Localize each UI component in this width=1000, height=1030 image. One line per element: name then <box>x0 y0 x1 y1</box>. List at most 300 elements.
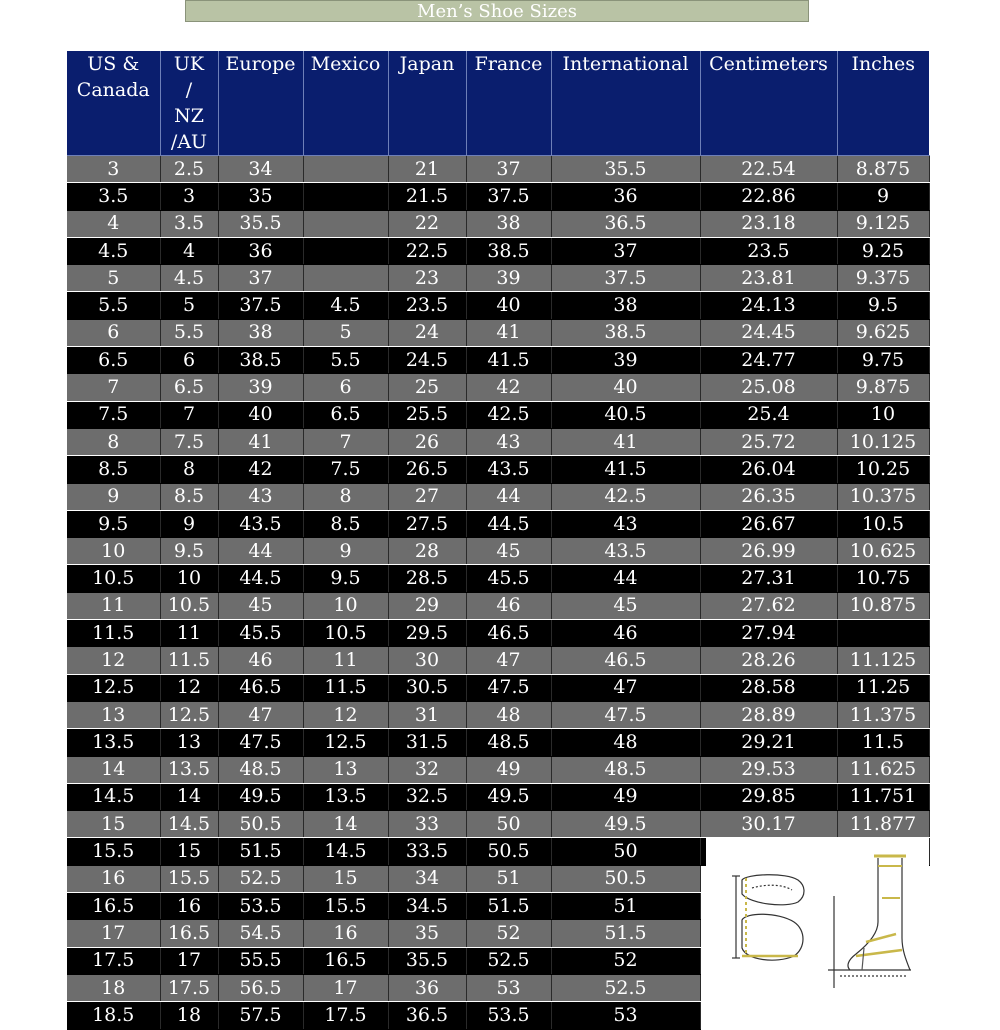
table-row <box>67 620 929 647</box>
table-cell: 11 <box>160 620 218 647</box>
table-cell: 24.45 <box>700 319 837 346</box>
table-cell: 16 <box>67 865 160 892</box>
table-cell: 16 <box>160 893 218 920</box>
table-cell: 11.625 <box>837 756 929 783</box>
table-cell: 56.5 <box>218 974 303 1001</box>
table-cell: 14.5 <box>303 838 388 865</box>
table-cell: 41.5 <box>551 456 700 483</box>
table-cell: 13 <box>160 729 218 756</box>
table-cell: 22.5 <box>388 237 466 264</box>
table-cell: 38.5 <box>551 319 700 346</box>
table-row <box>67 347 929 374</box>
table-cell: 9.75 <box>837 347 929 374</box>
table-cell: 48 <box>551 729 700 756</box>
column-header-inches: Inches <box>837 51 929 156</box>
table-cell: 22.54 <box>700 156 837 183</box>
table-row <box>67 428 929 455</box>
table-cell: 11.25 <box>837 674 929 701</box>
table-cell: 17 <box>160 947 218 974</box>
table-cell: 3.5 <box>160 210 218 237</box>
table-cell: 3 <box>67 156 160 183</box>
table-row <box>67 456 929 483</box>
table-cell: 29.5 <box>388 620 466 647</box>
table-cell: 31 <box>388 701 466 728</box>
table-cell: 15.5 <box>303 893 388 920</box>
table-cell: 14.5 <box>160 811 218 838</box>
table-cell: 5 <box>160 292 218 319</box>
table-cell: 45 <box>551 592 700 619</box>
table-cell: 51.5 <box>218 838 303 865</box>
table-cell: 5.5 <box>160 319 218 346</box>
table-cell: 14 <box>303 811 388 838</box>
table-cell: 8 <box>67 428 160 455</box>
table-cell: 10.5 <box>67 565 160 592</box>
table-cell: 30.5 <box>388 674 466 701</box>
table-cell: 39 <box>466 265 551 292</box>
table-cell: 36.5 <box>551 210 700 237</box>
table-cell: 9.5 <box>67 510 160 537</box>
table-cell: 36.5 <box>388 1002 466 1029</box>
table-cell: 11 <box>67 592 160 619</box>
table-cell: 6.5 <box>160 374 218 401</box>
table-cell: 28.5 <box>388 565 466 592</box>
table-cell: 49 <box>466 756 551 783</box>
table-cell: 44.5 <box>466 510 551 537</box>
table-cell: 47 <box>218 701 303 728</box>
table-cell: 35.5 <box>551 156 700 183</box>
table-row <box>67 319 929 346</box>
table-cell: 11.125 <box>837 647 929 674</box>
table-cell: 8 <box>160 456 218 483</box>
table-cell: 53.5 <box>218 893 303 920</box>
table-row <box>67 210 929 237</box>
table-cell: 14.5 <box>67 783 160 810</box>
table-cell: 28.58 <box>700 674 837 701</box>
table-cell: 13.5 <box>160 756 218 783</box>
table-cell: 14 <box>160 783 218 810</box>
table-cell: 7 <box>303 428 388 455</box>
table-row <box>67 237 929 264</box>
table-cell: 52 <box>551 947 700 974</box>
table-cell: 7.5 <box>303 456 388 483</box>
table-cell: 45.5 <box>218 620 303 647</box>
table-cell: 23.18 <box>700 210 837 237</box>
table-cell: 43.5 <box>551 538 700 565</box>
table-cell: 15 <box>303 865 388 892</box>
table-cell: 47.5 <box>466 674 551 701</box>
table-cell: 5.5 <box>303 347 388 374</box>
table-cell: 4 <box>160 237 218 264</box>
table-cell: 10.75 <box>837 565 929 592</box>
table-cell: 26.35 <box>700 483 837 510</box>
table-cell: 47 <box>466 647 551 674</box>
table-row <box>67 374 929 401</box>
table-cell: 5 <box>67 265 160 292</box>
table-cell: 4.5 <box>303 292 388 319</box>
table-cell: 16.5 <box>67 893 160 920</box>
chart-title: Men’s Shoe Sizes <box>185 0 809 22</box>
table-cell: 40 <box>466 292 551 319</box>
table-cell: 3 <box>160 183 218 210</box>
table-cell: 14 <box>67 756 160 783</box>
table-cell: 13.5 <box>303 783 388 810</box>
table-cell: 50.5 <box>551 865 700 892</box>
table-cell: 13.5 <box>67 729 160 756</box>
table-cell: 33 <box>388 811 466 838</box>
table-cell: 17.5 <box>67 947 160 974</box>
table-cell: 18 <box>67 974 160 1001</box>
table-cell: 12.5 <box>160 701 218 728</box>
table-cell: 45.5 <box>466 565 551 592</box>
table-cell: 12 <box>67 647 160 674</box>
table-cell: 30 <box>388 647 466 674</box>
table-cell: 21 <box>388 156 466 183</box>
table-cell: 10.5 <box>303 620 388 647</box>
table-cell: 17.5 <box>303 1002 388 1029</box>
table-cell <box>303 237 388 264</box>
table-cell: 25 <box>388 374 466 401</box>
column-header-centimeters: Centimeters <box>700 51 837 156</box>
table-cell: 42.5 <box>551 483 700 510</box>
table-row <box>67 510 929 537</box>
table-cell: 53.5 <box>466 1002 551 1029</box>
table-cell: 23.81 <box>700 265 837 292</box>
table-cell: 46 <box>551 620 700 647</box>
table-cell: 10 <box>67 538 160 565</box>
table-cell: 12.5 <box>67 674 160 701</box>
table-cell: 41.5 <box>466 347 551 374</box>
table-cell: 40 <box>551 374 700 401</box>
table-cell: 9.5 <box>160 538 218 565</box>
table-cell: 25.4 <box>700 401 837 428</box>
table-cell: 38 <box>551 292 700 319</box>
table-cell: 51.5 <box>466 893 551 920</box>
table-cell: 43.5 <box>218 510 303 537</box>
table-cell <box>303 210 388 237</box>
table-cell: 41 <box>466 319 551 346</box>
table-cell: 11.5 <box>67 620 160 647</box>
table-cell: 27 <box>388 483 466 510</box>
table-cell: 11 <box>303 647 388 674</box>
table-cell: 37.5 <box>551 265 700 292</box>
table-cell: 10.625 <box>837 538 929 565</box>
table-cell: 24.13 <box>700 292 837 319</box>
column-header-europe: Europe <box>218 51 303 156</box>
table-cell: 47 <box>551 674 700 701</box>
table-cell: 43.5 <box>466 456 551 483</box>
table-cell: 33.5 <box>388 838 466 865</box>
table-cell <box>837 620 929 647</box>
table-cell: 15.5 <box>67 838 160 865</box>
table-row <box>67 401 929 428</box>
table-cell <box>303 183 388 210</box>
table-cell: 47.5 <box>551 701 700 728</box>
table-cell: 15 <box>160 838 218 865</box>
table-cell: 34 <box>218 156 303 183</box>
foot-measurement-illustration <box>706 838 929 1000</box>
table-cell: 10 <box>160 565 218 592</box>
table-cell: 9.5 <box>837 292 929 319</box>
table-cell: 26.5 <box>388 456 466 483</box>
table-cell: 24.77 <box>700 347 837 374</box>
table-cell: 21.5 <box>388 183 466 210</box>
table-cell: 28.89 <box>700 701 837 728</box>
table-cell: 37 <box>551 237 700 264</box>
column-header-us-canada: US & Canada <box>67 51 160 156</box>
table-cell: 6.5 <box>67 347 160 374</box>
table-row <box>67 592 929 619</box>
table-cell: 29.53 <box>700 756 837 783</box>
table-cell: 51 <box>466 865 551 892</box>
table-cell: 6.5 <box>303 401 388 428</box>
table-cell: 16 <box>303 920 388 947</box>
table-cell: 36 <box>218 237 303 264</box>
table-cell: 46.5 <box>218 674 303 701</box>
table-cell: 10.25 <box>837 456 929 483</box>
table-cell: 38.5 <box>466 237 551 264</box>
table-cell: 28 <box>388 538 466 565</box>
table-cell: 16.5 <box>160 920 218 947</box>
table-cell: 25.08 <box>700 374 837 401</box>
table-cell: 42.5 <box>466 401 551 428</box>
table-cell: 9.125 <box>837 210 929 237</box>
table-cell: 37 <box>466 156 551 183</box>
table-cell: 48 <box>466 701 551 728</box>
table-cell: 27.31 <box>700 565 837 592</box>
table-cell: 53 <box>466 974 551 1001</box>
table-cell: 48.5 <box>551 756 700 783</box>
table-cell: 46.5 <box>466 620 551 647</box>
table-cell: 23.5 <box>388 292 466 319</box>
table-cell: 49 <box>551 783 700 810</box>
table-cell: 53 <box>551 1002 700 1029</box>
table-cell: 49.5 <box>466 783 551 810</box>
table-cell: 52 <box>466 920 551 947</box>
table-cell: 10.5 <box>160 592 218 619</box>
table-cell: 24.5 <box>388 347 466 374</box>
table-cell: 7.5 <box>67 401 160 428</box>
table-cell: 27.94 <box>700 620 837 647</box>
table-cell: 9.625 <box>837 319 929 346</box>
table-cell: 8.5 <box>67 456 160 483</box>
table-cell: 22.86 <box>700 183 837 210</box>
table-cell: 7 <box>67 374 160 401</box>
table-row <box>67 1002 929 1029</box>
table-cell: 26.99 <box>700 538 837 565</box>
table-cell: 31.5 <box>388 729 466 756</box>
column-header-japan: Japan <box>388 51 466 156</box>
table-cell: 44 <box>466 483 551 510</box>
table-cell: 29.85 <box>700 783 837 810</box>
table-cell: 4 <box>67 210 160 237</box>
table-cell: 5.5 <box>67 292 160 319</box>
table-cell: 43 <box>218 483 303 510</box>
table-cell: 9.875 <box>837 374 929 401</box>
table-cell: 15.5 <box>160 865 218 892</box>
table-cell: 44 <box>551 565 700 592</box>
table-cell: 57.5 <box>218 1002 303 1029</box>
table-row <box>67 729 929 756</box>
table-cell: 10.875 <box>837 592 929 619</box>
table-cell: 38 <box>218 319 303 346</box>
table-cell: 4.5 <box>160 265 218 292</box>
table-cell: 11.877 <box>837 811 929 838</box>
column-header-mexico: Mexico <box>303 51 388 156</box>
table-row <box>67 647 929 674</box>
table-cell: 43 <box>466 428 551 455</box>
table-cell: 32 <box>388 756 466 783</box>
table-cell: 10.125 <box>837 428 929 455</box>
table-cell: 41 <box>551 428 700 455</box>
table-cell: 51 <box>551 893 700 920</box>
column-header-uk-nz-au: UK / NZ /AU <box>160 51 218 156</box>
table-cell: 12 <box>160 674 218 701</box>
table-cell: 7.5 <box>160 428 218 455</box>
table-cell: 55.5 <box>218 947 303 974</box>
table-row <box>67 565 929 592</box>
table-cell: 8.5 <box>303 510 388 537</box>
table-cell: 46 <box>218 647 303 674</box>
table-row <box>67 156 929 183</box>
table-cell: 50.5 <box>218 811 303 838</box>
table-row <box>67 483 929 510</box>
table-cell: 46.5 <box>551 647 700 674</box>
table-row <box>67 538 929 565</box>
table-row <box>67 265 929 292</box>
table-cell: 46 <box>466 592 551 619</box>
table-cell: 25.72 <box>700 428 837 455</box>
table-cell: 26.67 <box>700 510 837 537</box>
table-cell: 32.5 <box>388 783 466 810</box>
table-row <box>67 701 929 728</box>
table-cell: 9 <box>837 183 929 210</box>
table-cell: 16.5 <box>303 947 388 974</box>
table-cell: 39 <box>218 374 303 401</box>
table-cell: 50 <box>551 838 700 865</box>
table-cell: 34 <box>388 865 466 892</box>
table-cell: 6 <box>160 347 218 374</box>
table-cell: 10.5 <box>837 510 929 537</box>
table-cell: 7 <box>160 401 218 428</box>
table-cell: 29 <box>388 592 466 619</box>
table-cell: 35 <box>388 920 466 947</box>
table-cell: 8.5 <box>160 483 218 510</box>
table-cell: 12 <box>303 701 388 728</box>
table-cell: 52.5 <box>466 947 551 974</box>
table-cell: 12.5 <box>303 729 388 756</box>
table-cell: 43 <box>551 510 700 537</box>
table-cell: 13 <box>67 701 160 728</box>
table-cell: 40.5 <box>551 401 700 428</box>
table-cell: 4.5 <box>67 237 160 264</box>
table-cell: 8 <box>303 483 388 510</box>
table-cell <box>303 265 388 292</box>
table-cell: 17 <box>303 974 388 1001</box>
table-cell: 22 <box>388 210 466 237</box>
table-cell: 51.5 <box>551 920 700 947</box>
table-cell: 41 <box>218 428 303 455</box>
illustration-area <box>700 1002 929 1029</box>
table-cell: 34.5 <box>388 893 466 920</box>
table-cell: 18 <box>160 1002 218 1029</box>
table-cell: 29.21 <box>700 729 837 756</box>
table-cell: 49.5 <box>551 811 700 838</box>
table-cell: 37.5 <box>218 292 303 319</box>
table-cell: 35.5 <box>388 947 466 974</box>
table-row <box>67 811 929 838</box>
header-row <box>67 51 929 156</box>
table-cell: 25.5 <box>388 401 466 428</box>
table-cell: 23.5 <box>700 237 837 264</box>
table-cell: 9 <box>160 510 218 537</box>
table-cell: 17 <box>67 920 160 947</box>
table-cell: 30.17 <box>700 811 837 838</box>
table-cell: 36 <box>388 974 466 1001</box>
table-cell: 18.5 <box>67 1002 160 1029</box>
table-cell: 50 <box>466 811 551 838</box>
table-cell: 38.5 <box>218 347 303 374</box>
table-cell: 13 <box>303 756 388 783</box>
table-cell: 37 <box>218 265 303 292</box>
table-row <box>67 756 929 783</box>
table-cell: 49.5 <box>218 783 303 810</box>
table-cell: 28.26 <box>700 647 837 674</box>
table-cell: 44 <box>218 538 303 565</box>
table-cell: 27.62 <box>700 592 837 619</box>
table-cell: 5 <box>303 319 388 346</box>
table-cell: 54.5 <box>218 920 303 947</box>
table-cell: 39 <box>551 347 700 374</box>
table-cell: 8.875 <box>837 156 929 183</box>
table-cell: 10.375 <box>837 483 929 510</box>
table-cell: 52.5 <box>218 865 303 892</box>
table-cell: 35 <box>218 183 303 210</box>
table-cell: 47.5 <box>218 729 303 756</box>
table-cell: 44.5 <box>218 565 303 592</box>
table-cell: 11.751 <box>837 783 929 810</box>
column-header-international: International <box>551 51 700 156</box>
table-cell: 48.5 <box>218 756 303 783</box>
table-cell: 11.375 <box>837 701 929 728</box>
table-cell: 36 <box>551 183 700 210</box>
table-cell: 15 <box>67 811 160 838</box>
foot-measurement-diagram-icon <box>706 838 929 1000</box>
table-cell: 10 <box>837 401 929 428</box>
column-header-france: France <box>466 51 551 156</box>
table-cell: 6 <box>67 319 160 346</box>
table-cell: 40 <box>218 401 303 428</box>
table-cell: 9.25 <box>837 237 929 264</box>
table-cell: 24 <box>388 319 466 346</box>
table-cell: 37.5 <box>466 183 551 210</box>
table-cell: 3.5 <box>67 183 160 210</box>
table-cell: 45 <box>466 538 551 565</box>
table-cell: 35.5 <box>218 210 303 237</box>
table-cell: 9.5 <box>303 565 388 592</box>
table-row <box>67 183 929 210</box>
table-cell: 42 <box>218 456 303 483</box>
table-cell: 17.5 <box>160 974 218 1001</box>
table-cell: 10 <box>303 592 388 619</box>
table-row <box>67 292 929 319</box>
table-cell: 26 <box>388 428 466 455</box>
table-cell: 11.5 <box>160 647 218 674</box>
table-cell: 27.5 <box>388 510 466 537</box>
table-cell: 52.5 <box>551 974 700 1001</box>
table-cell: 48.5 <box>466 729 551 756</box>
table-cell: 11.5 <box>303 674 388 701</box>
table-cell: 9 <box>303 538 388 565</box>
